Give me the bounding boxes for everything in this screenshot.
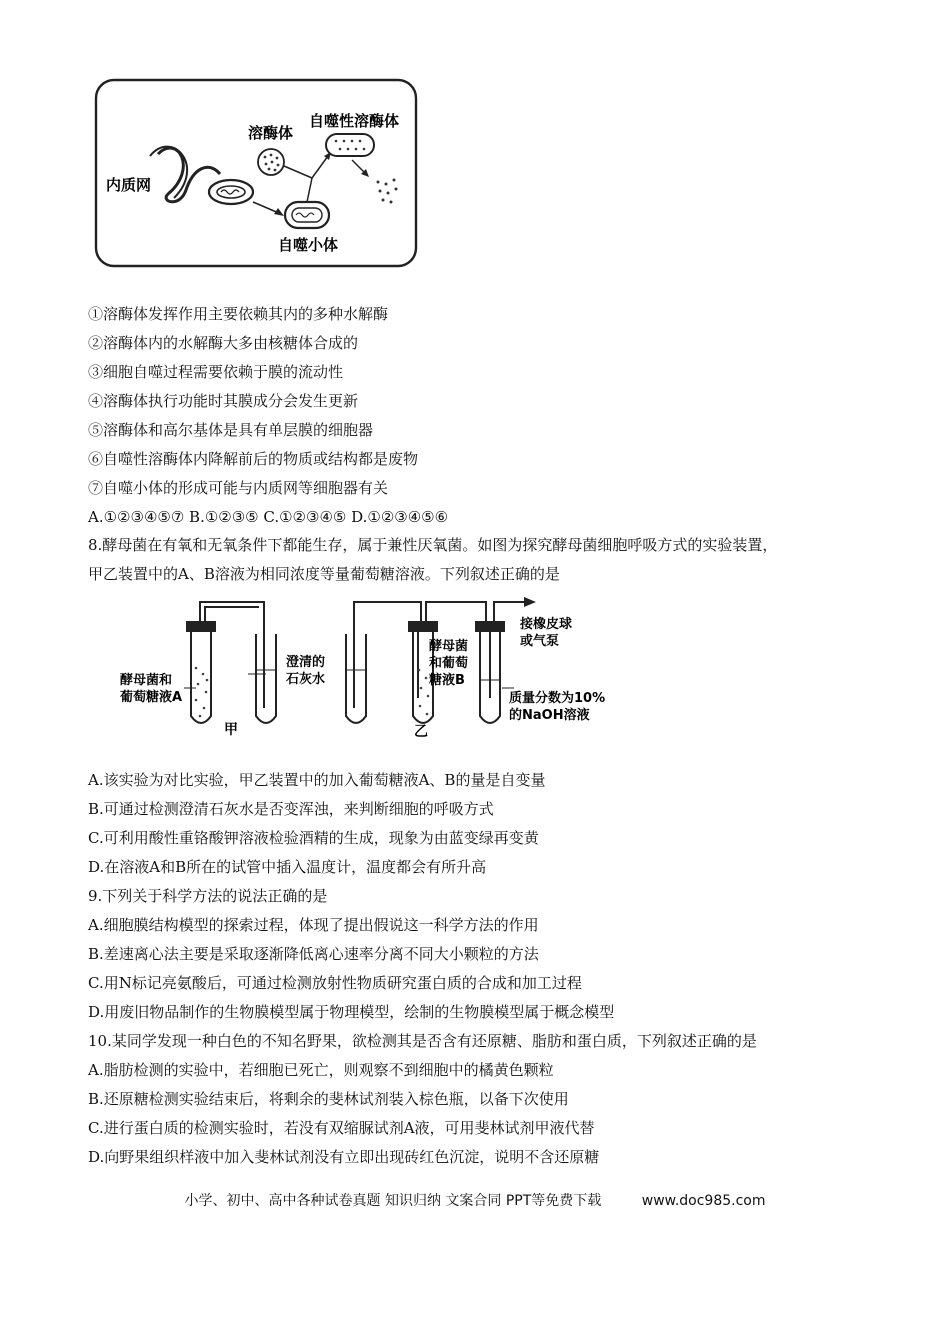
q7-statement-1: ①溶酶体发挥作用主要依赖其内的多种水解酶 [88,305,389,323]
pump-label-1: 接橡皮球 [520,617,573,632]
q8-option-b: B.可通过检测澄清石灰水是否变浑浊，来判断细胞的呼吸方式 [88,800,494,818]
limewater-label-2: 石灰水 [286,672,326,687]
q10-option-c: C.进行蛋白质的检测实验时，若没有双缩脲试剂A液，可用斐林试剂甲液代替 [88,1119,595,1137]
jia-solution-label-1: 酵母菌和 [120,673,173,688]
q9-option-d: D.用废旧物品制作的生物膜模型属于物理模型，绘制的生物膜模型属于概念模型 [88,1003,615,1021]
q10-option-b: B.还原糖检测实验结束后，将剩余的斐林试剂装入棕色瓶，以备下次使用 [88,1090,569,1108]
q10-option-a: A.脂肪检测的实验中，若细胞已死亡，则观察不到细胞中的橘黄色颗粒 [88,1061,554,1079]
yi-solution-label-1: 酵母菌 [429,639,469,654]
autolysosome-label: 自噬性溶酶体 [309,112,400,130]
pump-label-2: 或气泵 [520,634,560,649]
q8-option-d: D.在溶液A和B所在的试管中插入温度计，温度都会有所升高 [88,858,487,876]
q7-statement-5: ⑤溶酶体和高尔基体是具有单层膜的细胞器 [88,421,374,439]
q7-options: A.①②③④⑤⑦ B.①②③⑤ C.①②③④⑤ D.①②③④⑤⑥ [88,508,449,526]
yi-solution-label-3: 糖液B [429,673,465,688]
jia-label: 甲 [224,722,238,738]
yi-label: 乙 [414,724,428,740]
q8-stem-line1: 8.酵母菌在有氧和无氧条件下都能生存，属于兼性厌氧菌。如图为探究酵母菌细胞呼吸方式的实验装置， [88,536,778,554]
naoh-label-2: 的NaOH溶液 [509,708,590,723]
footer-url[interactable]: www.doc985.com [641,1193,766,1209]
q9-option-a: A.细胞膜结构模型的探索过程，体现了提出假说这一科学方法的作用 [88,916,539,934]
page-footer [0,1190,950,1210]
limewater-label-1: 澄清的 [286,655,326,670]
q7-statement-2: ②溶酶体内的水解酶大多由核糖体合成的 [88,334,359,352]
q7-statement-3: ③细胞自噬过程需要依赖于膜的流动性 [88,363,344,381]
naoh-label-1: 质量分数为10% [509,691,606,706]
q9-stem: 9.下列关于科学方法的说法正确的是 [88,887,328,905]
yeast-apparatus-figure [88,588,648,743]
autophagosome-label: 自噬小体 [278,236,339,254]
q8-option-a: A.该实验为对比实验，甲乙装置中的加入葡萄糖液A、B的量是自变量 [88,771,546,789]
q10-stem: 10.某同学发现一种白色的不知名野果，欲检测其是否含有还原糖、脂肪和蛋白质，下列叙述正确的是 [88,1032,757,1050]
autophagy-figure [88,74,423,274]
q8-stem-line2: 甲乙装置中的A、B溶液为相同浓度等量葡萄糖溶液。下列叙述正确的是 [88,565,560,583]
footer-text: 小学、初中、高中各种试卷真题 知识归纳 文案合同 PPT等免费下载 [184,1193,602,1209]
q7-statement-6: ⑥自噬性溶酶体内降解前后的物质或结构都是废物 [88,450,419,468]
q10-option-d: D.向野果组织样液中加入斐林试剂没有立即出现砖红色沉淀，说明不含还原糖 [88,1148,600,1166]
yi-solution-label-2: 和葡萄 [429,656,469,671]
q9-option-c: C.用N标记亮氨酸后，可通过检测放射性物质研究蛋白质的合成和加工过程 [88,974,582,992]
er-label: 内质网 [106,176,152,194]
q9-option-b: B.差速离心法主要是采取逐渐降低离心速率分离不同大小颗粒的方法 [88,945,539,963]
q8-option-c: C.可利用酸性重铬酸钾溶液检验酒精的生成，现象为由蓝变绿再变黄 [88,829,539,847]
q7-statement-7: ⑦自噬小体的形成可能与内质网等细胞器有关 [88,479,389,497]
lysosome-label: 溶酶体 [248,124,294,142]
jia-solution-label-2: 葡萄糖液A [120,690,183,705]
q7-statement-4: ④溶酶体执行功能时其膜成分会发生更新 [88,392,359,410]
